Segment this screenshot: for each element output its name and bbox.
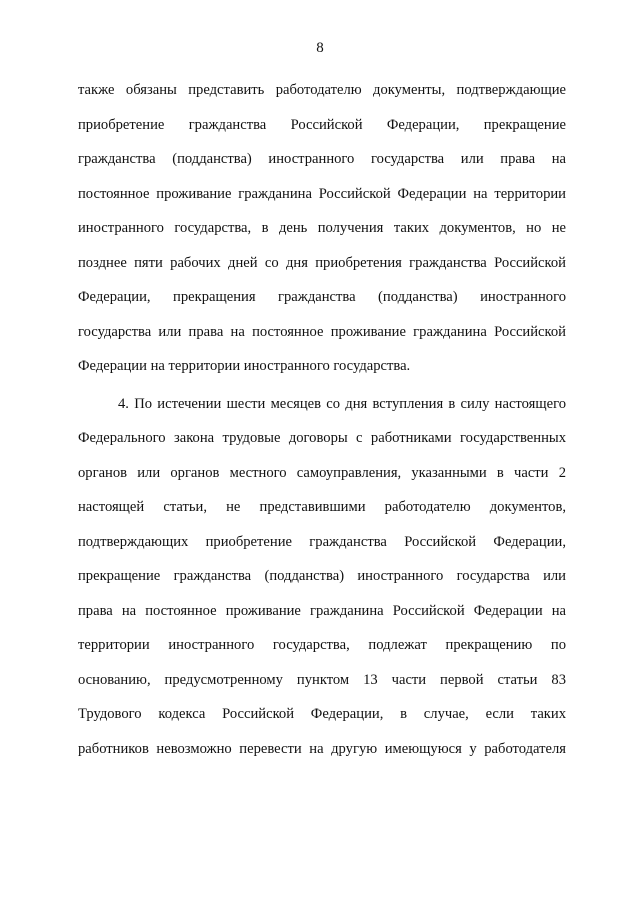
document-body (78, 73, 566, 766)
text-line: постоянное проживание гражданина Российской Федерации на территории (78, 185, 566, 202)
text-line: Федерального закона трудовые договоры с работниками государственных (78, 430, 566, 446)
text-line: Федерации, прекращения гражданства (подданства) иностранного (78, 289, 566, 305)
text-line: права на постоянное проживание гражданина Российской Федерации на (78, 602, 566, 619)
text-line: гражданства (подданства) иностранного государства или права на (78, 151, 566, 167)
text-line: позднее пяти рабочих дней со дня приобретения гражданства Российской (78, 254, 566, 271)
text-line: прекращение гражданства (подданства) иностранного государства или (78, 568, 566, 584)
page-number: 8 (316, 40, 324, 56)
paragraph-item-4 (78, 387, 566, 767)
text-line: Трудового кодекса Российской Федерации, в случае, если таких (78, 706, 566, 722)
text-line: Федерации на территории иностранного государства. (78, 358, 411, 374)
text-line: также обязаны представить работодателю документы, подтверждающие (78, 82, 566, 98)
paragraph-continuation (78, 73, 566, 384)
text-line: иностранного государства, в день получения таких документов, но не (78, 220, 566, 236)
text-line: государства или права на постоянное проживание гражданина Российской (78, 323, 566, 340)
text-line: подтверждающих приобретение гражданства Российской Федерации, (78, 533, 566, 550)
text-line: основанию, предусмотренному пунктом 13 части первой статьи 83 (78, 671, 566, 688)
text-line: органов или органов местного самоуправления, указанными в части 2 (78, 464, 566, 481)
text-line: настоящей статьи, не представившими работодателю документов, (78, 499, 566, 515)
text-line: работников невозможно перевести на другую имеющуюся у работодателя (78, 740, 566, 757)
text-line: приобретение гражданства Российской Федерации, прекращение (78, 116, 566, 133)
text-line: территории иностранного государства, подлежат прекращению по (78, 637, 566, 653)
text-line: 4. По истечении шести месяцев со дня вступления в силу настоящего (118, 395, 566, 412)
